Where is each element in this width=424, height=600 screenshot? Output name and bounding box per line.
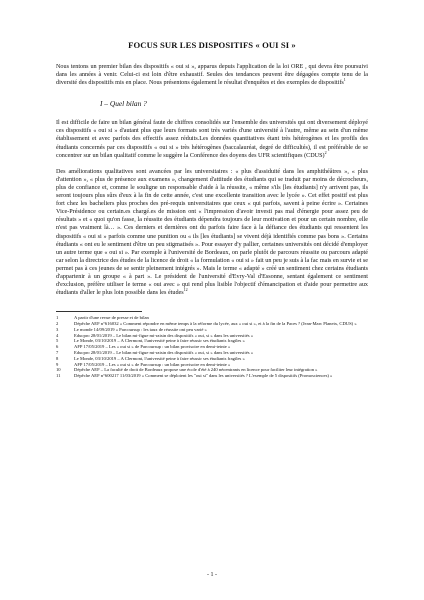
body-paragraph-1 xyxy=(56,119,368,159)
footnote-number: 2 xyxy=(56,321,59,327)
footnote-text: Le Monde, 03/10/2019 – A Clermont, l'université peine à faire réussir ses étudiants fragiles » xyxy=(74,338,245,344)
footnote-number: 6 xyxy=(56,344,59,350)
footnote-ref: 1 xyxy=(343,77,346,83)
page-number: - 1 - xyxy=(207,572,217,578)
paragraph-text: Il est difficile de faire un bilan général faute de chiffres consolidés sur l'ensemble des universités qui ont diversement déployé ces dispositifs « oui si » d'autant plus que leurs formats sont très variés d'une université à l'autre, même au sein d'un même établissement et avec parfois des effectifs assez réduits.Les données quantitatives étant très hétérogènes et les profils des étudiants concernés par ces dispositifs « oui si » très hétérogènes (baccalauréat, degré de difficultés), il est préférable de se concentrer sur un bilan qualitatif comme le suggère la Conférence des doyens des UFR scientifiques (CDUS) xyxy=(56,120,368,159)
footnote-text: Dépêche AEF n°600217 11/03/2019 « Comment se déploient les "oui si" dans les universités ? L'exemple de 5 dispositifs (Promosciences) » xyxy=(74,373,333,379)
footnotes xyxy=(56,311,368,379)
footnote-number: 11 xyxy=(56,373,61,379)
footnote-ref: 2 xyxy=(324,149,327,155)
footnote-number: 10 xyxy=(56,367,61,373)
footnote-number: 1 xyxy=(56,315,59,321)
footnote-text: Le monde 14/09/2019 « Parcoursup : les taux de réussite ont peu varié » xyxy=(74,326,207,332)
footnote-ref: 12 xyxy=(183,287,188,293)
footnote-number: 5 xyxy=(56,338,59,344)
paragraph-text: Des améliorations qualitatives sont avancées par les universitaires : « plus d'assiduité dans les amphithéâtres », « plus d'attention », « plus de présence aux examens », changement d'attitude des étudiants qui se traduit par moins de décrocheurs, plus de confiance et, comme le souligne un responsable d'aide à la réussite, « même s'ils [les étudiants] n'y arrivent pas, ils seront toujours plus sûrs d'eux à la fin de cette année, c'est une excellente transition avec le lycée ». Cet effet positif est plus fort chez les bacheliers plus proches des pré-requis universitaires que ceux « qui parfois, savent à peine écrire ». Certaines Vice-Présidence ou certain.es chargé.es de mission ont « l'impression d'avoir investi pas mal d'énergie pour assez peu de résultats » et « quoi qu'on fasse, la réussite des étudiants dépendra toujours de leur motivation et pour un certain nombre, elle n'est pas vraiment là… ». Ces derniers et dernières ont du parfois faire face à la défiance des étudiants qui ressentent les dispositifs « oui si » parfois comme une punition ou « ils [les étudiants] se vivent déjà identifiés comme pas bons ». Certains étudiants « ont eu le sentiment d'être un peu stigmatisés ». Pour essayer d'y pallier, certaines universités ont décidé d'employer un autre terme que « oui si ». Par exemple à l'université de Bordeaux, on parle plutôt de parcours réussite ou parcours adapté car selon la directrice des études de la licence de droit « la formulation « oui si » fait un peu je suis à la fac mais en survie et se permet pas à ces jeunes de se sentir pleinement intégrés ». Mais le terme « adapté » créé un sentiment chez certains étudiants d'appartenir à un groupe « à part ». Le président de l'université d'Evry-Val d'Essonne, sentant également ce sentiment d'exclusion, préfère utiliser le terme « oui avec » qui rend plus lisible l'objectif d'émancipation et d'aide pour permettre aux étudiants d'aller le plus loin possible dans les études xyxy=(56,168,368,297)
footnote-text: Educpro 28/01/2019 – Le bilan mi-figue mi-raisin des dispositifs « oui, si » dans les universités » xyxy=(74,350,254,356)
footnote-number: 8 xyxy=(56,355,59,361)
footnote-text: AFP 17/05/2019 – Les « oui si » de Parcoursup : un bilan provisoire en demi-teinte » xyxy=(74,361,231,367)
document-title: FOCUS SUR LES DISPOSITIFS « OUI SI » xyxy=(128,40,296,50)
footnote-text: Educpro 28/01/2019 – Le bilan mi-figue mi-raisin des dispositifs « oui, si » dans les universités » xyxy=(74,332,254,338)
footnote-number: 7 xyxy=(56,350,59,356)
footnote-text: Dépêche AEF n°616032 « Comment répondre en même temps à la réforme du lycée, aux « oui si », et à la fin de la Paces ? (Jean-Marc Planeix, CDUS) » xyxy=(74,321,357,327)
footnote-text: A partir d'une revue de presse et de bilan xyxy=(74,315,149,321)
section-heading: I – Quel bilan ? xyxy=(100,99,147,109)
body-paragraph-2 xyxy=(56,168,368,298)
footnote-number: 9 xyxy=(56,361,59,367)
intro-text: Nous tentons un premier bilan des dispositifs « oui si », apparus depuis l'application de la loi ORE , qui devra être poursuivi dans les années à venir. Celui-ci est loin d'être exhaustif. Seules des tendances peuvent être dégagées compte tenu de la diversité des dispositifs mis en place. Nous présentons également le résultat d'enquêtes et des exemples de dispositifs xyxy=(56,64,368,87)
footnote-separator xyxy=(56,311,142,312)
footnote-text: Le Monde, 03/10/2019 – A Clermont, l'université peine à faire réussir ses étudiants fragiles » xyxy=(74,355,245,361)
footnote xyxy=(56,373,368,379)
footnote-text: Dépêche AEF – La faculté de droit de Bordeaux propose une école d'été à 240 néoentrants en licence pour faciliter leur intégration » xyxy=(74,367,318,373)
footnote-number: 3 xyxy=(56,326,59,332)
footnote-text: AFP 17/05/2019 – Les « oui si » de Parcoursup : un bilan provisoire en demi-teinte » xyxy=(74,344,231,350)
intro-paragraph xyxy=(56,63,368,87)
footnote-number: 4 xyxy=(56,332,59,338)
